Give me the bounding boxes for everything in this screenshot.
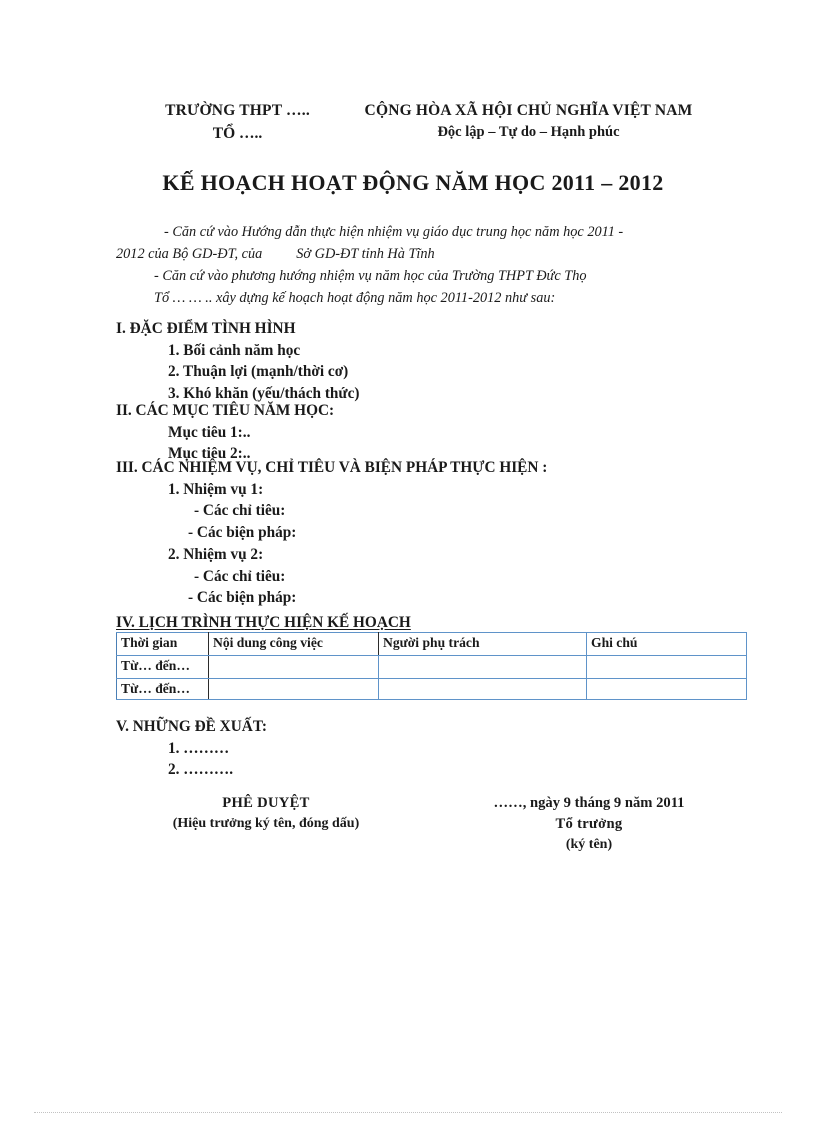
section-two-item-1: Mục tiêu 1:.. — [168, 423, 251, 441]
preamble-line-3: - Căn cứ vào phương hướng nhiệm vụ năm học của Trường THPT Đức Thọ — [154, 267, 587, 284]
section-five-heading: V. NHỮNG ĐỀ XUẤT: — [116, 718, 267, 735]
table-row — [117, 656, 747, 679]
signature-approval — [116, 793, 416, 856]
section-three-task-2-targets: - Các chỉ tiêu: — [194, 567, 286, 585]
cell-content[interactable] — [209, 679, 379, 700]
column-header-note: Ghi chú — [587, 633, 747, 656]
leader-title: Tổ trưởng — [555, 816, 623, 833]
signature-block — [116, 793, 756, 856]
section-five-item-1: 1. ……… — [168, 739, 230, 757]
section-three-task-1-targets: - Các chỉ tiêu: — [194, 502, 286, 520]
header-national-block — [341, 100, 746, 144]
page-title: KẾ HOẠCH HOẠT ĐỘNG NĂM HỌC 2011 – 2012 — [162, 170, 664, 195]
document-header — [116, 100, 746, 146]
header-school-block — [116, 100, 341, 146]
column-header-time: Thời gian — [117, 633, 209, 656]
approval-title: PHÊ DUYỆT — [222, 795, 310, 811]
school-name: TRƯỜNG THPT ….. — [165, 102, 310, 119]
column-header-responsible: Người phụ trách — [379, 633, 587, 656]
section-one-item-3: 3. Khó khăn (yếu/thách thức) — [168, 385, 360, 403]
table-row — [117, 679, 747, 700]
cell-responsible[interactable] — [379, 656, 587, 679]
table-header-row — [117, 633, 747, 656]
cell-note[interactable] — [587, 656, 747, 679]
preamble-line-2b: Sở GD-ĐT tỉnh Hà Tĩnh — [296, 245, 435, 262]
section-two-heading: II. CÁC MỤC TIÊU NĂM HỌC: — [116, 402, 335, 419]
preamble-block — [116, 222, 712, 309]
national-motto: Độc lập – Tự do – Hạnh phúc — [437, 124, 620, 141]
section-one — [116, 318, 756, 405]
cell-time[interactable]: Từ… đến… — [117, 679, 209, 700]
schedule-table — [116, 632, 747, 700]
approval-note: (Hiệu trưởng ký tên, đóng dấu) — [172, 816, 360, 832]
section-five-item-2: 2. ………. — [168, 761, 234, 779]
section-three — [116, 457, 756, 609]
national-title: CỘNG HÒA XÃ HỘI CHỦ NGHĨA VIỆT NAM — [364, 102, 693, 119]
leader-note: (ký tên) — [565, 837, 613, 853]
section-one-item-2: 2. Thuận lợi (mạnh/thời cơ) — [168, 363, 349, 381]
section-one-item-1: 1. Bối cảnh năm học — [168, 341, 301, 359]
department-name: TỔ ….. — [212, 125, 263, 143]
preamble-line-2a: 2012 của Bộ GD-ĐT, của — [116, 245, 263, 262]
preamble-line-2 — [116, 244, 712, 266]
preamble-line-4: Tổ … … .. xây dựng kế hoạch hoạt động năm học 2011-2012 như sau: — [154, 289, 556, 306]
footer-divider — [34, 1112, 782, 1113]
section-three-task-2: 2. Nhiệm vụ 2: — [168, 545, 264, 563]
section-three-task-1-measures: - Các biện pháp: — [188, 524, 297, 542]
signature-date: ……, ngày 9 tháng 9 năm 2011 — [493, 795, 685, 811]
section-three-heading: III. CÁC NHIỆM VỤ, CHỈ TIÊU VÀ BIỆN PHÁP THỰC HIỆN : — [116, 459, 548, 476]
section-one-heading: I. ĐẶC ĐIỂM TÌNH HÌNH — [116, 320, 296, 337]
section-three-task-1: 1. Nhiệm vụ 1: — [168, 480, 264, 498]
section-five — [116, 716, 756, 781]
section-two-item-2: Mục tiêu 2:.. — [168, 445, 251, 463]
cell-time[interactable]: Từ… đến… — [117, 656, 209, 679]
preamble-line-1: - Căn cứ vào Hướng dẫn thực hiện nhiệm vụ giáo dục trung học năm học 2011 - — [164, 224, 624, 240]
column-header-content: Nội dung công việc — [209, 633, 379, 656]
cell-content[interactable] — [209, 656, 379, 679]
cell-note[interactable] — [587, 679, 747, 700]
signature-leader — [416, 793, 756, 856]
section-three-task-2-measures: - Các biện pháp: — [188, 589, 297, 607]
cell-responsible[interactable] — [379, 679, 587, 700]
section-four-heading: IV. LỊCH TRÌNH THỰC HIỆN KẾ HOẠCH — [116, 614, 411, 631]
section-two — [116, 400, 756, 465]
